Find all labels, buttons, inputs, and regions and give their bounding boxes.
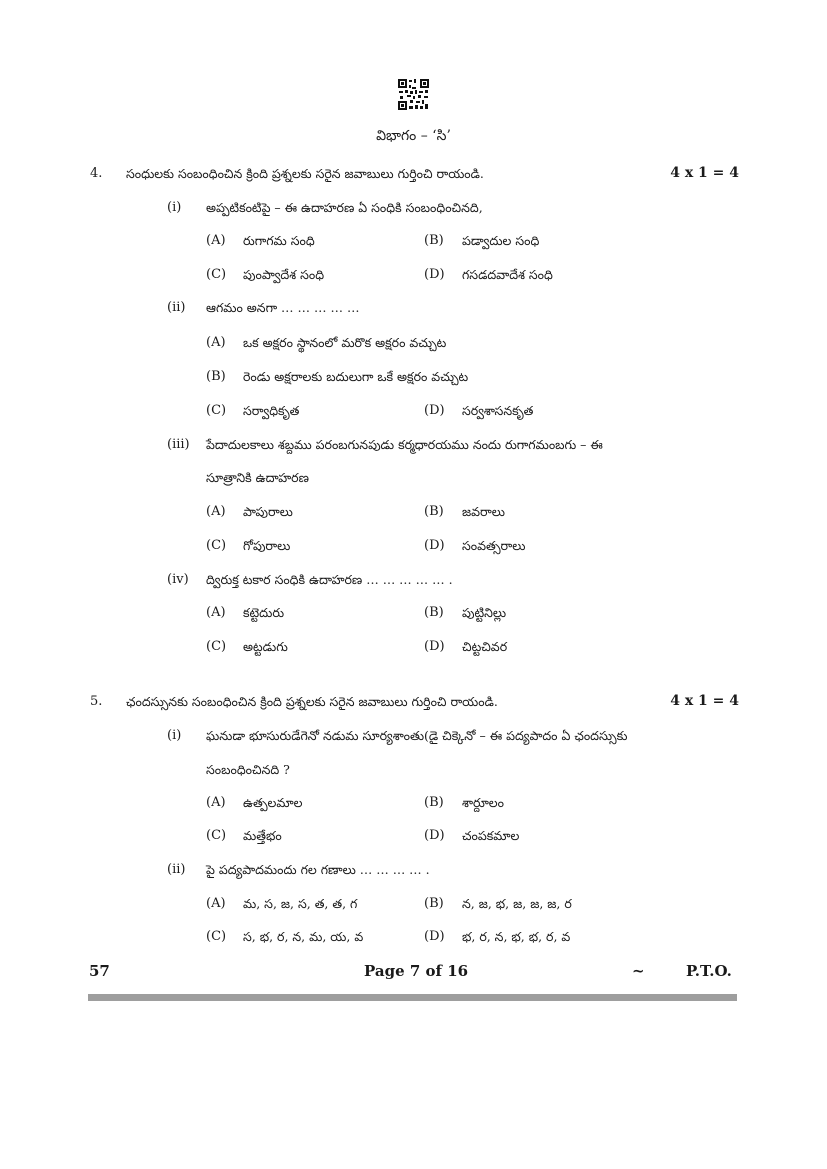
option-label: (B) xyxy=(424,896,444,911)
option-text: పాపురాలు xyxy=(243,504,293,519)
option-text: రుగాగమ సంధి xyxy=(243,233,315,248)
option-text: భ, ర, న, భ, భ, ర, వ xyxy=(462,929,571,944)
sub-question-stem: ద్విరుక్త టకార సంధికి ఉదాహరణ … … … … … . xyxy=(206,572,453,587)
footer-pto: P.T.O. xyxy=(686,962,732,980)
option-label: (C) xyxy=(206,929,227,944)
footer-divider xyxy=(88,994,737,1001)
footer-code: 57 xyxy=(89,962,110,980)
option-label: (A) xyxy=(206,504,226,519)
option-text: చంపకమాల xyxy=(462,828,520,843)
option-label: (A) xyxy=(206,335,226,350)
sub-question-stem-continued: సూత్రానికి ఉదాహరణ xyxy=(206,470,309,485)
sub-question-stem: ఘనుడా భూసురుడేగెనో నడుమ సూర్యశాంతు(డై చిక్కెనో – ఈ పద్యపాదం ఏ ఛందస్సుకు xyxy=(206,728,628,743)
option-text: ఒక అక్షరం స్థానంలో మరొక అక్షరం వచ్చుట xyxy=(243,335,447,350)
question-number: 5. xyxy=(90,694,103,709)
question-text: సంధులకు సంబంధించిన క్రింది ప్రశ్నలకు సరైన జవాబులు గుర్తించి రాయండి. xyxy=(126,166,484,181)
qr-code-icon xyxy=(397,78,430,111)
option-label: (A) xyxy=(206,896,226,911)
option-label: (D) xyxy=(424,267,445,282)
option-text: సంవత్సరాలు xyxy=(462,538,526,553)
section-title: విభాగం – ‘సి’ xyxy=(376,128,451,144)
option-text: పుట్టినిల్లు xyxy=(462,605,507,620)
option-text: చిట్టచివర xyxy=(462,639,508,654)
option-label: (A) xyxy=(206,795,226,810)
option-label: (D) xyxy=(424,639,445,654)
option-text: సర్వాధికృత xyxy=(243,403,300,418)
footer-tilde: ~ xyxy=(632,962,645,980)
sub-question-stem: పేదాదులకాలు శబ్దము పరంబగునపుడు కర్మధారయము నందు రుగాగమంబగు – ఈ xyxy=(206,437,603,452)
sub-question-label: (ii) xyxy=(167,300,186,315)
option-text: స, భ, ర, న, మ, య, వ xyxy=(243,929,364,944)
option-label: (B) xyxy=(424,605,444,620)
option-label: (D) xyxy=(424,403,445,418)
option-label: (C) xyxy=(206,538,227,553)
option-label: (C) xyxy=(206,828,227,843)
option-label: (A) xyxy=(206,233,226,248)
sub-question-label: (i) xyxy=(167,200,182,215)
option-label: (C) xyxy=(206,403,227,418)
option-text: రెండు అక్షరాలకు బదులుగా ఒకే అక్షరం వచ్చుట xyxy=(243,369,469,384)
option-label: (A) xyxy=(206,605,226,620)
option-text: మత్తేభం xyxy=(243,828,282,843)
question-number: 4. xyxy=(90,166,103,181)
option-text: పడ్వాదుల సంధి xyxy=(462,233,540,248)
option-label: (B) xyxy=(206,369,226,384)
question-marks: 4 x 1 = 4 xyxy=(670,165,739,181)
sub-question-label: (i) xyxy=(167,728,182,743)
option-text: ఉత్పలమాల xyxy=(243,795,303,810)
sub-question-stem-continued: సంబంధించినది ? xyxy=(206,762,290,777)
option-label: (D) xyxy=(424,929,445,944)
option-text: సర్వశాసనకృత xyxy=(462,403,534,418)
option-label: (D) xyxy=(424,538,445,553)
sub-question-label: (iii) xyxy=(167,437,190,452)
sub-question-stem: ఆగమం అనగా … … … … … xyxy=(206,300,360,315)
option-text: మ, స, జ, స, త, త, గ xyxy=(243,896,358,911)
option-text: న, జ, భ, జ, జ, జ, ర xyxy=(462,896,572,911)
sub-question-label: (ii) xyxy=(167,862,186,877)
option-label: (B) xyxy=(424,795,444,810)
sub-question-stem: పై పద్యపాదమందు గల గణాలు … … … … . xyxy=(206,862,430,877)
option-label: (B) xyxy=(424,233,444,248)
sub-question-label: (iv) xyxy=(167,572,189,587)
question-marks: 4 x 1 = 4 xyxy=(670,693,739,709)
option-label: (C) xyxy=(206,639,227,654)
option-text: గోపురాలు xyxy=(243,538,291,553)
question-text: ఛందస్సునకు సంబంధించిన క్రింది ప్రశ్నలకు సరైన జవాబులు గుర్తించి రాయండి. xyxy=(126,694,498,709)
option-text: గసడదవాదేశ సంధి xyxy=(462,267,553,282)
option-text: జవరాలు xyxy=(462,504,505,519)
option-text: శార్దూలం xyxy=(462,795,504,810)
option-text: కట్టెదురు xyxy=(243,605,285,620)
option-label: (D) xyxy=(424,828,445,843)
option-label: (B) xyxy=(424,504,444,519)
option-text: అట్టడుగు xyxy=(243,639,288,654)
sub-question-stem: అప్పటికంటిపై – ఈ ఉదాహరణ ఏ సంధికి సంబంధించినది, xyxy=(206,200,483,215)
footer-page-number: Page 7 of 16 xyxy=(364,962,469,980)
option-text: పుంప్వాదేశ సంధి xyxy=(243,267,325,282)
option-label: (C) xyxy=(206,267,227,282)
